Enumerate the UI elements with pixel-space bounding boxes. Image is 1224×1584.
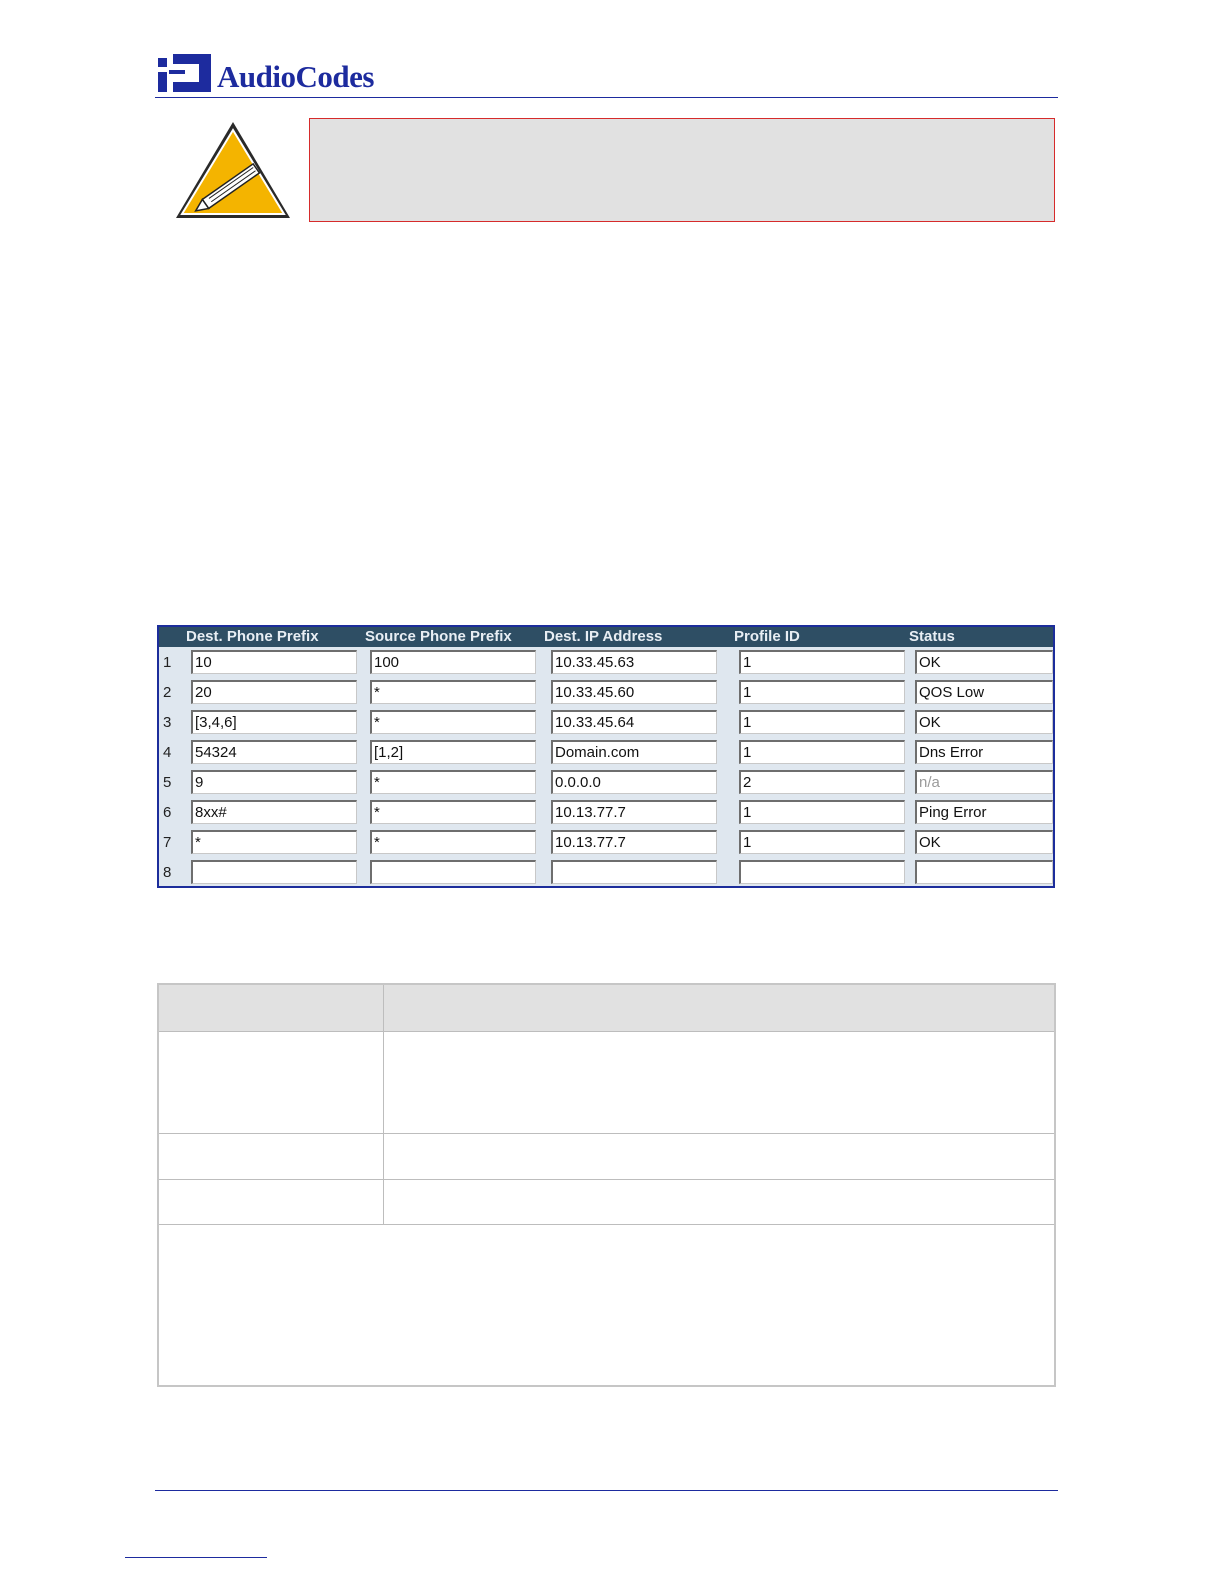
table-row <box>159 708 1053 738</box>
profile-id-field[interactable]: 1 <box>739 710 905 734</box>
table-row <box>159 828 1053 858</box>
row-divider <box>159 1224 1054 1225</box>
parameter-table-header <box>159 985 1054 1031</box>
source-phone-prefix-field[interactable]: * <box>370 770 536 794</box>
row-number: 7 <box>163 834 172 851</box>
dest-ip-address-field[interactable]: Domain.com <box>551 740 717 764</box>
audiocodes-logo <box>155 50 374 94</box>
table-row <box>159 768 1053 798</box>
dest-phone-prefix-field[interactable]: 54324 <box>191 740 357 764</box>
source-phone-prefix-field[interactable]: * <box>370 680 536 704</box>
footer-link-underline <box>125 1557 267 1558</box>
status-field <box>915 860 1053 884</box>
table-row <box>159 798 1053 828</box>
status-field: OK <box>915 830 1053 854</box>
source-phone-prefix-field[interactable]: [1,2] <box>370 740 536 764</box>
column-header-status: Status <box>909 628 955 645</box>
profile-id-field[interactable]: 1 <box>739 830 905 854</box>
status-field: OK <box>915 650 1053 674</box>
column-header-dest-ip-address: Dest. IP Address <box>544 628 663 645</box>
column-header-profile-id: Profile ID <box>734 628 800 645</box>
dest-phone-prefix-field[interactable] <box>191 860 357 884</box>
dest-ip-address-field[interactable]: 10.33.45.64 <box>551 710 717 734</box>
row-number: 5 <box>163 774 172 791</box>
row-number: 6 <box>163 804 172 821</box>
audiocodes-logo-icon <box>155 52 213 94</box>
row-divider <box>159 1133 1054 1134</box>
profile-id-field[interactable]: 1 <box>739 740 905 764</box>
status-field: QOS Low <box>915 680 1053 704</box>
profile-id-field[interactable]: 1 <box>739 680 905 704</box>
row-divider <box>159 1179 1054 1180</box>
column-header-source-phone-prefix: Source Phone Prefix <box>365 628 512 645</box>
status-field: OK <box>915 710 1053 734</box>
source-phone-prefix-field[interactable]: * <box>370 830 536 854</box>
header-rule <box>155 97 1058 98</box>
profile-id-field[interactable]: 1 <box>739 800 905 824</box>
note-box <box>309 118 1055 222</box>
footer-rule <box>155 1490 1058 1491</box>
dest-phone-prefix-field[interactable]: 10 <box>191 650 357 674</box>
profile-id-field[interactable] <box>739 860 905 884</box>
row-number: 1 <box>163 654 172 671</box>
logo-text: AudioCodes <box>217 59 374 94</box>
status-field: Dns Error <box>915 740 1053 764</box>
source-phone-prefix-field[interactable]: * <box>370 800 536 824</box>
dest-ip-address-field[interactable]: 10.33.45.60 <box>551 680 717 704</box>
dest-phone-prefix-field[interactable]: 8xx# <box>191 800 357 824</box>
source-phone-prefix-field[interactable]: * <box>370 710 536 734</box>
dest-phone-prefix-field[interactable]: 9 <box>191 770 357 794</box>
profile-id-field[interactable]: 2 <box>739 770 905 794</box>
row-number: 4 <box>163 744 172 761</box>
source-phone-prefix-field[interactable] <box>370 860 536 884</box>
dest-ip-address-field[interactable]: 10.33.45.63 <box>551 650 717 674</box>
profile-id-field[interactable]: 1 <box>739 650 905 674</box>
routing-table-header <box>159 627 1053 647</box>
parameter-table <box>157 983 1056 1387</box>
dest-ip-address-field[interactable]: 10.13.77.7 <box>551 800 717 824</box>
table-row <box>159 678 1053 708</box>
table-row <box>159 858 1053 888</box>
dest-phone-prefix-field[interactable]: 20 <box>191 680 357 704</box>
dest-ip-address-field[interactable]: 0.0.0.0 <box>551 770 717 794</box>
column-header-dest-phone-prefix: Dest. Phone Prefix <box>186 628 319 645</box>
row-divider <box>159 1031 1054 1032</box>
status-field: Ping Error <box>915 800 1053 824</box>
dest-ip-address-field[interactable] <box>551 860 717 884</box>
dest-ip-address-field[interactable]: 10.13.77.7 <box>551 830 717 854</box>
column-divider <box>383 985 384 1225</box>
row-number: 2 <box>163 684 172 701</box>
status-field: n/a <box>915 770 1053 794</box>
table-row <box>159 648 1053 678</box>
source-phone-prefix-field[interactable]: 100 <box>370 650 536 674</box>
dest-phone-prefix-field[interactable]: * <box>191 830 357 854</box>
dest-phone-prefix-field[interactable]: [3,4,6] <box>191 710 357 734</box>
table-row <box>159 738 1053 768</box>
row-number: 8 <box>163 864 172 881</box>
row-number: 3 <box>163 714 172 731</box>
routing-table <box>157 625 1055 888</box>
note-pencil-icon <box>172 118 294 222</box>
